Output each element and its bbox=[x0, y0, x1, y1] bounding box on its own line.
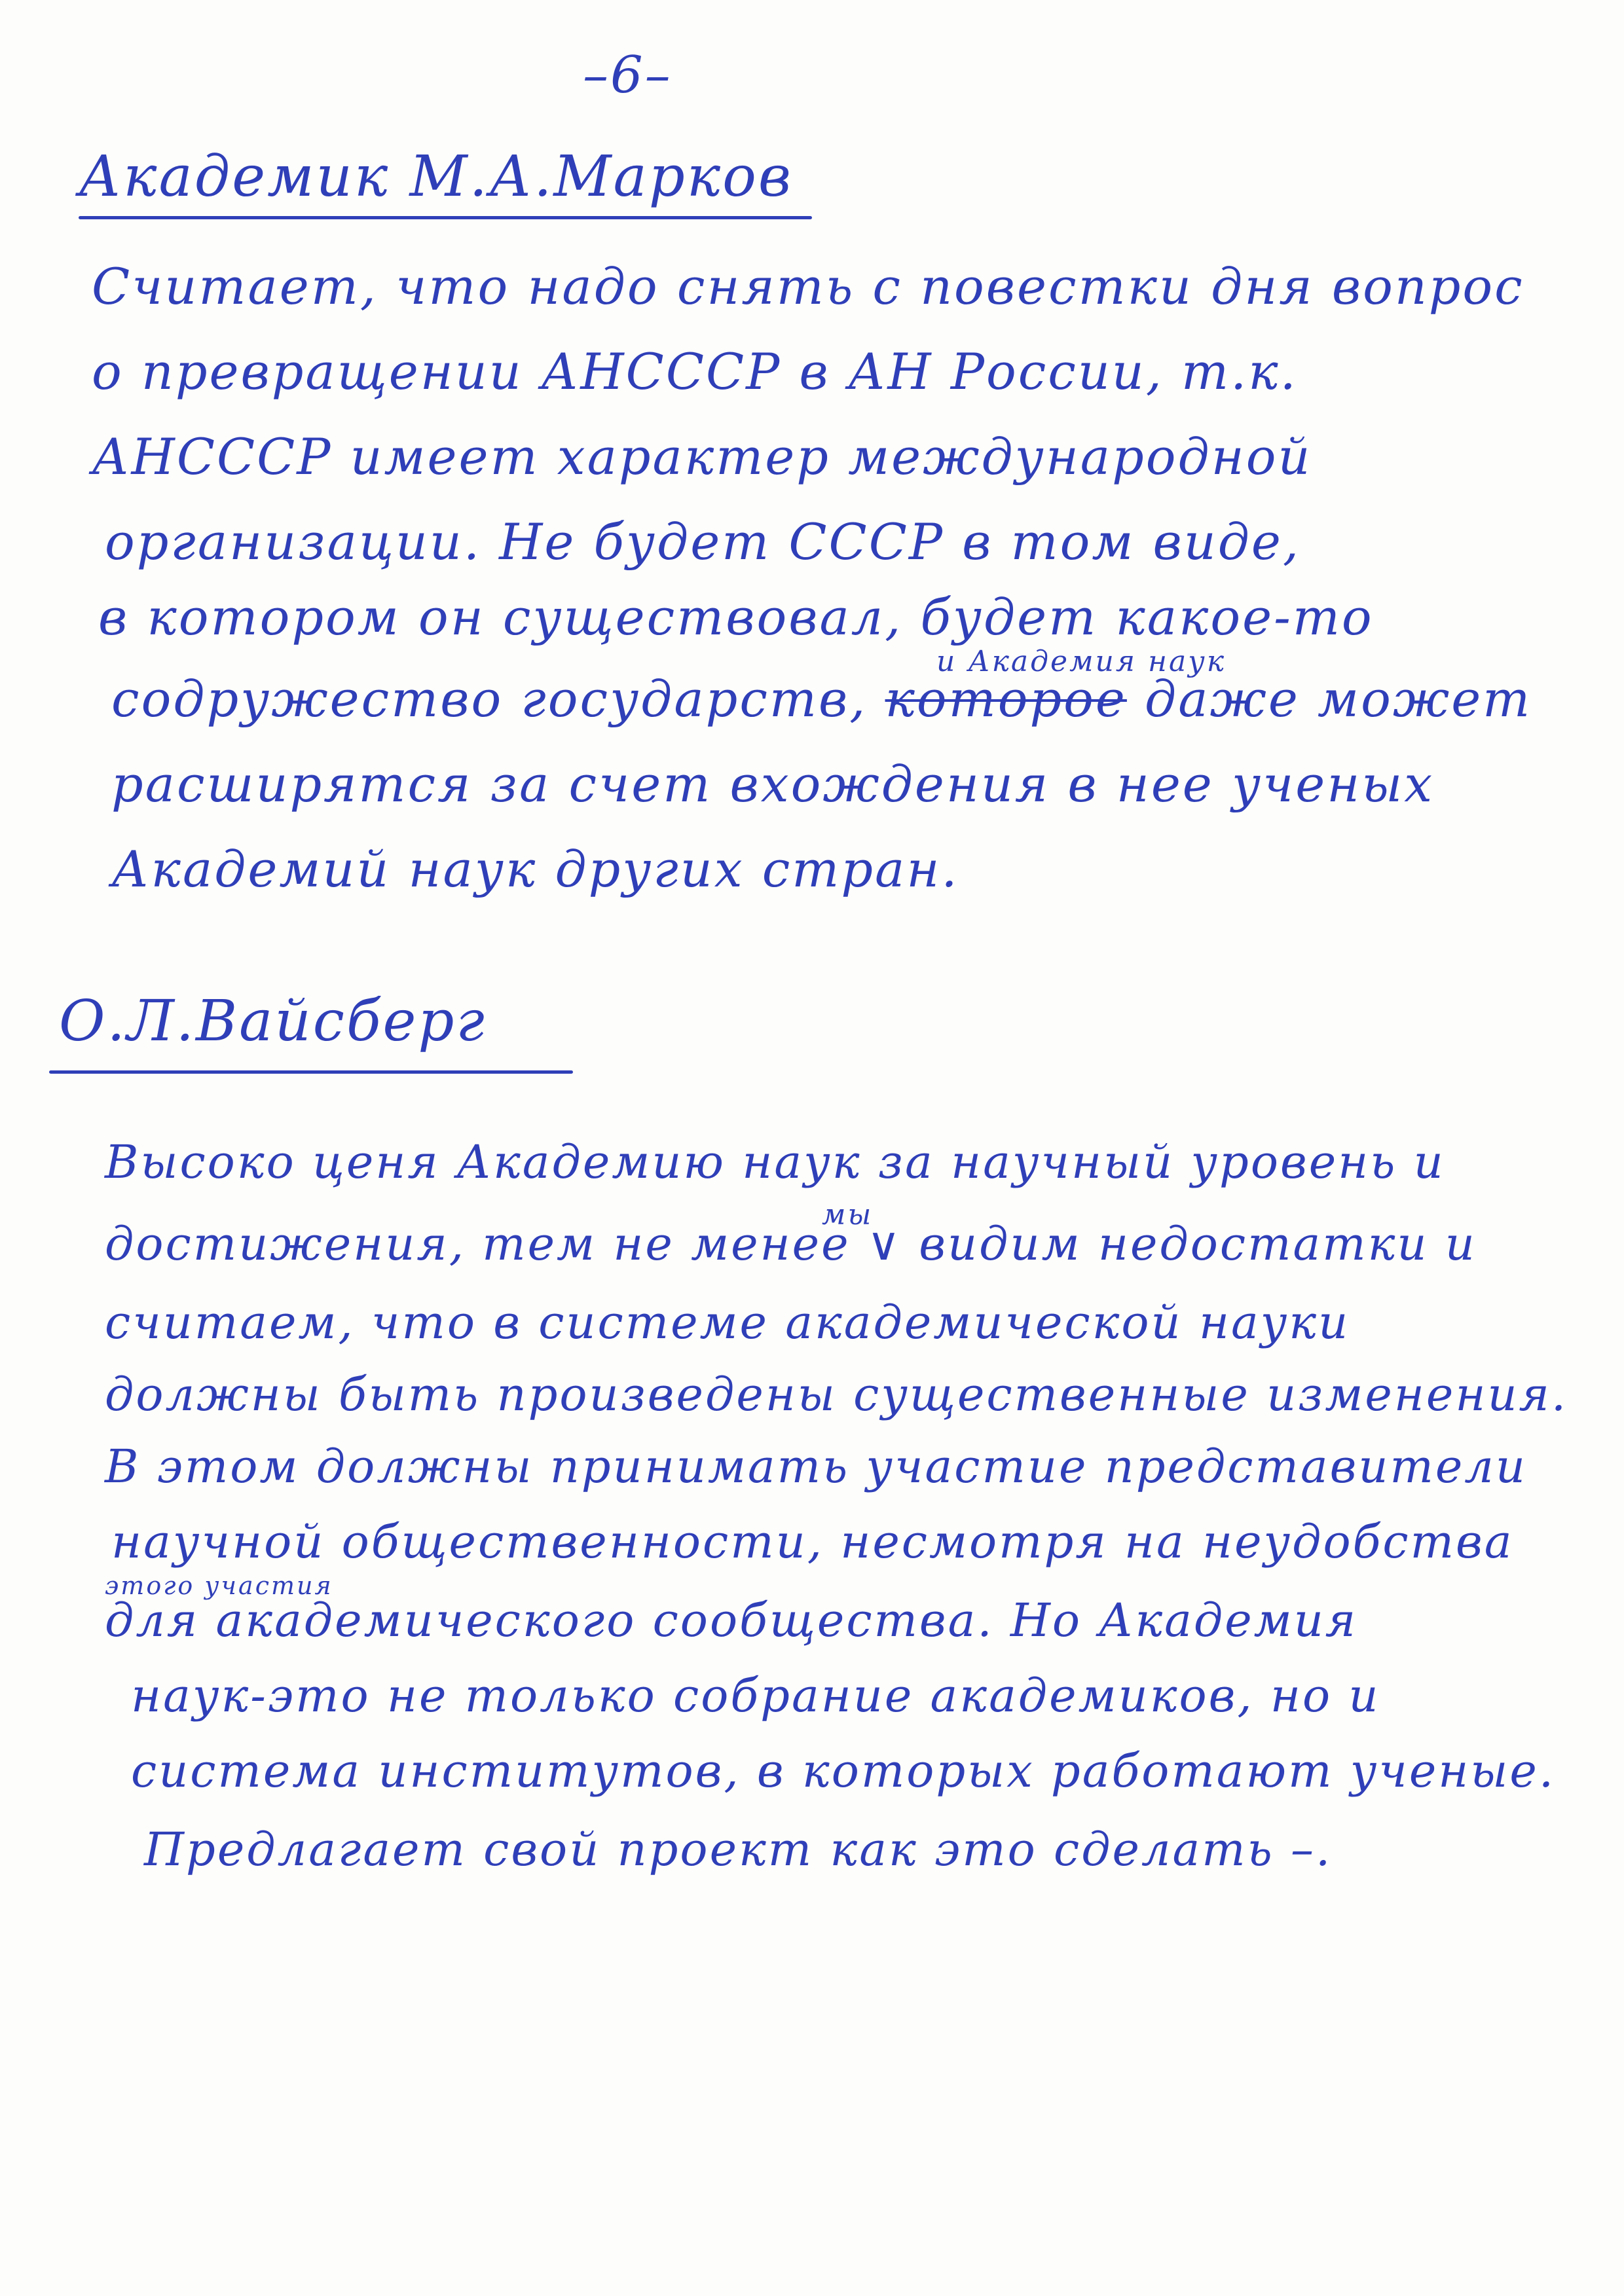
text-line bbox=[105, 1217, 1477, 1271]
text-line: Предлагает свой проект как это сделать –. bbox=[144, 1823, 1333, 1876]
text-line: считаем, что в системе академической науки bbox=[105, 1296, 1350, 1349]
margin-insertion: этого участия bbox=[105, 1571, 333, 1600]
text-line: в котором он существовал, будет какое-то bbox=[98, 588, 1374, 646]
page-number: –6– bbox=[583, 46, 673, 105]
line-text: достижения, тем не менее bbox=[105, 1217, 851, 1271]
text-line: расширятся за счет вхождения в нее ученых bbox=[111, 755, 1435, 813]
text-line: организации. Не будет СССР в том виде, bbox=[105, 513, 1301, 571]
line-text: даже может bbox=[1145, 670, 1532, 728]
text-line: для академического сообщества. Но Академия bbox=[105, 1594, 1358, 1647]
text-line: Академий наук других стран. bbox=[111, 840, 959, 898]
text-line: АНСССР имеет характер международной bbox=[92, 428, 1312, 486]
handwritten-insertion: и Академия наук bbox=[936, 645, 1227, 678]
text-line: система институтов, в которых работают ученые. bbox=[131, 1744, 1556, 1798]
line-text: содружество государств, bbox=[111, 670, 868, 728]
speaker-heading: Академик М.А.Марков bbox=[79, 144, 793, 210]
text-line: наук-это не только собрание академиков, но и bbox=[131, 1669, 1380, 1722]
struck-word: которое bbox=[885, 670, 1127, 728]
text-line: Считает, что надо снять с повестки дня вопрос bbox=[92, 257, 1524, 316]
heading-underline bbox=[49, 1070, 573, 1074]
text-line bbox=[111, 670, 1532, 728]
speaker-heading: О.Л.Вайсберг bbox=[59, 989, 487, 1054]
insertion-caret: ∨ bbox=[866, 1217, 903, 1271]
heading-underline bbox=[79, 216, 812, 219]
text-line: о превращении АНСССР в АН России, т.к. bbox=[92, 342, 1298, 401]
text-line: должны быть произведены существенные изменения. bbox=[105, 1368, 1568, 1421]
text-line: Высоко ценя Академию наук за научный уровень и bbox=[105, 1135, 1445, 1189]
handwritten-insertion: мы bbox=[822, 1198, 874, 1231]
line-text: видим недостатки и bbox=[919, 1217, 1477, 1271]
text-line: научной общественности, несмотря на неудобства bbox=[111, 1515, 1514, 1569]
text-line: В этом должны принимать участие представители bbox=[105, 1440, 1527, 1493]
